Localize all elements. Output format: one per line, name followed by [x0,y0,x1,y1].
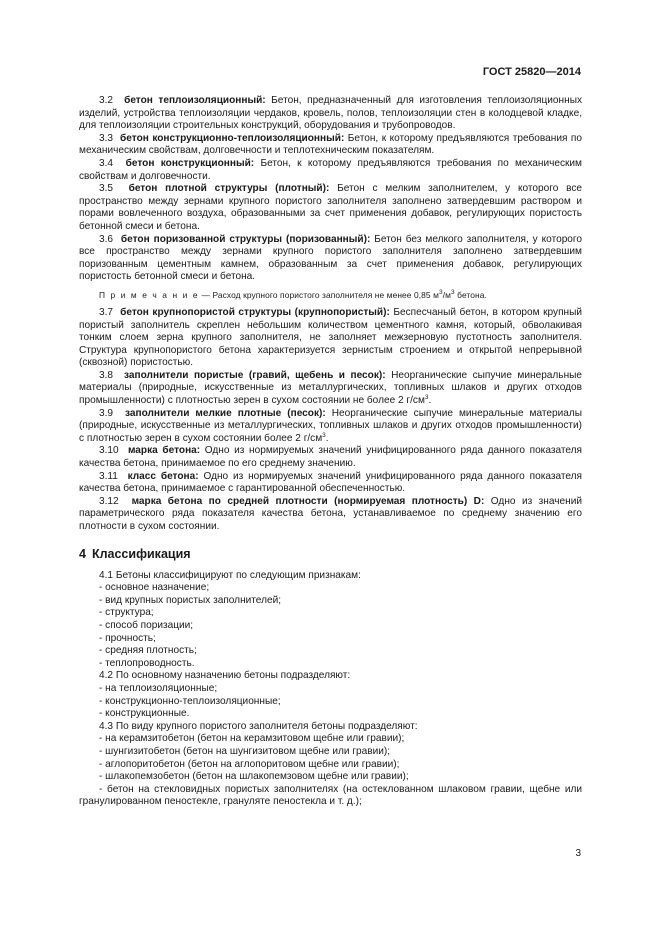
term-3-11 [79,471,582,496]
term-3-2 [79,95,582,133]
list-item: - шунгизитобетон (бетон на шунгизитовом щебне или гравии); [99,745,391,757]
terms-group-b [79,307,582,370]
list-item: - на керамзитобетон (бетон на керамзитовом щебне или гравии); [99,733,405,745]
section-heading [79,546,582,562]
term-text: Бетон, к которому предъявляются требования по механическим свойствам, долговечности и теплотехническим показателям. [79,132,582,157]
term-num: 3.6 [99,233,114,245]
term-num: 3.7 [99,306,114,318]
list-item: - теплопроводность. [99,657,195,669]
note-text-mid: /м [442,289,451,300]
term-num: 3.10 [99,445,119,457]
term-3-6 [79,234,582,284]
term-3-4 [79,158,582,183]
term-num: 3.3 [99,132,114,144]
section-title: Классификация [91,546,191,561]
term-title: бетон плотной структуры (плотный): [128,183,330,195]
clause-4-3: 4.3 По виду крупного пористого заполнителя бетоны подразделяют: [99,720,418,732]
term-title: бетон конструкционно-теплоизоляционный: [120,132,345,144]
term-num: 3.8 [99,369,114,381]
term-end: . [428,395,432,407]
term-3-10 [79,445,582,470]
term-text: Одно из нормируемых значений унифицированного ряда данного показателя качества бетона, принимаемое по его среднему значению. [79,445,582,470]
term-sup: 3 [322,431,326,439]
term-num: 3.5 [99,183,114,195]
terms-group-c [79,445,582,533]
term-3-5 [79,183,582,233]
terms-group-a [79,95,582,284]
list-item: - структура; [99,607,154,619]
list-item: - прочность; [99,632,156,644]
term-num: 3.2 [99,95,114,106]
list-item: - шлакопемзобетон (бетон на шлакопемзовом щебне или гравии); [99,771,409,783]
term-sup: 3 [424,394,429,402]
term-num: 3.9 [99,407,114,419]
term-text: Бетон без мелкого заполнителя, у которого все пространство между зернами крупного пористого заполнителя заполнено затвердевшим поризованным цементным камнем, образованным за счет применения добавок, регулирующих пористость бетонной смеси и бетона. [79,233,582,283]
term-text: Одно из нормируемых значений унифицированного ряда данного показателя качества бетона, принимаемое с гарантированной обеспеченностью. [79,470,582,495]
term-title: заполнители мелкие плотные (песок): [125,407,326,419]
clause-4-2: 4.2 По основному назначению бетоны подразделяют: [99,670,351,682]
term-text: Бетон с мелким заполнителем, у которого все пространство между зернами крупного пористого заполнителя заполнено затвердевшим раствором и порами вовлеченного воздуха, образованными за счет применения добавок, регулирующих пористость бетонной смеси и бетона. [79,183,583,232]
term-title: бетон конструкционный: [125,157,255,169]
term-title: бетон поризованной структуры (поризованный): [120,233,371,245]
list-item: - на теплоизоляционные; [99,682,218,694]
term-text: Бетон, к которому предъявляются требования по механическим свойствам и долговечности. [79,157,582,182]
standard-header: ГОСТ 25820—2014 [482,66,581,78]
list-item: - конструкционно-теплоизоляционные; [99,695,281,707]
term-title: заполнители пористые (гравий, щебень и песок): [124,369,386,381]
term-end: . [325,432,329,444]
list-4-1 [79,582,582,670]
term-title: бетон теплоизоляционный: [124,95,266,106]
term-title: бетон крупнопористой структуры (крупнопористый): [120,306,390,318]
term-title: марка бетона: [127,445,201,457]
list-4-2 [79,683,582,721]
note-text-before: — Расход крупного пористого заполнителя не менее 0,85 м [199,289,439,300]
list-item: - конструкционные. [99,708,190,720]
list-4-3 [79,733,582,783]
section-number: 4 [79,546,86,561]
term-title: класс бетона: [127,470,199,482]
list-item: - основное назначение; [99,582,210,594]
note-text-after: бетона. [454,289,487,300]
note-sup2: 3 [451,288,455,296]
list-item: - аглопоритобетон (бетон на аглопоритовом щебне или гравии); [99,758,400,770]
term-text: Неорганические сыпучие минеральные материалы (природные, искусственные из металлургических, топливных шлаков и других отходов промышленности) с плотностью зерен в сухом состоянии более 2 г/см [79,407,582,444]
term-text: Беспесчаный бетон, в котором крупный пористый заполнитель скреплен небольшим количеством цементного камня, который, обволакивая тонким слоем зерна крупного заполнителя, не заполняет межзерновую пустотность заполнителя. Структура крупнопористого бетона характеризуется зернистым строением и открытой непрерывной (сквозной) пористостью. [79,306,583,369]
page-content [79,95,582,809]
clause-4-1: 4.1 Бетоны классифицируют по следующим признакам: [99,569,361,581]
term-3-12 [79,496,582,534]
term-text: Бетон, предназначенный для изготовления теплоизоляционных изделий, устройства теплоизоляции чердаков, кровель, полов, теплоизоляции стен в колодцевой кладке, для теплоизоляции строительных конструкций, оборудования и трубопроводов. [79,95,582,132]
note [79,290,582,301]
term-num: 3.4 [99,157,114,169]
note-label: П р и м е ч а н и е [99,289,200,300]
term-3-8 [79,370,582,408]
list-item: - вид крупных пористых заполнителей; [99,594,282,606]
term-num: 3.12 [99,495,119,507]
list-item: - средняя плотность; [99,645,197,657]
list-item: - способ поризации; [99,619,194,631]
term-text: Неорганические сыпучие минеральные материалы (природные, искусственные из металлургических, топливных шлаков и других отходов промышленности) с плотностью зерен в сухом состоянии не более 2 г/см [79,369,583,407]
term-3-7 [79,307,582,370]
page-number: 3 [575,848,581,859]
term-3-9 [79,408,582,446]
note-sup1: 3 [438,288,443,296]
term-num: 3.11 [99,470,118,482]
list-item-last: - бетон на стекловидных пористых заполнителях (на остеклованном шлаковом гравии, щебне или гранулированном пеностекле, грануляте пеностекла и т. д.); [79,783,582,808]
term-title: марка бетона по средней плотности (нормируемая плотность) D: [131,495,485,507]
term-3-3 [79,133,582,158]
term-text: Одно из значений параметрического ряда показателя качества бетона, устанавливаемое по среднему значению его плотности в сухом состоянии. [79,495,582,532]
